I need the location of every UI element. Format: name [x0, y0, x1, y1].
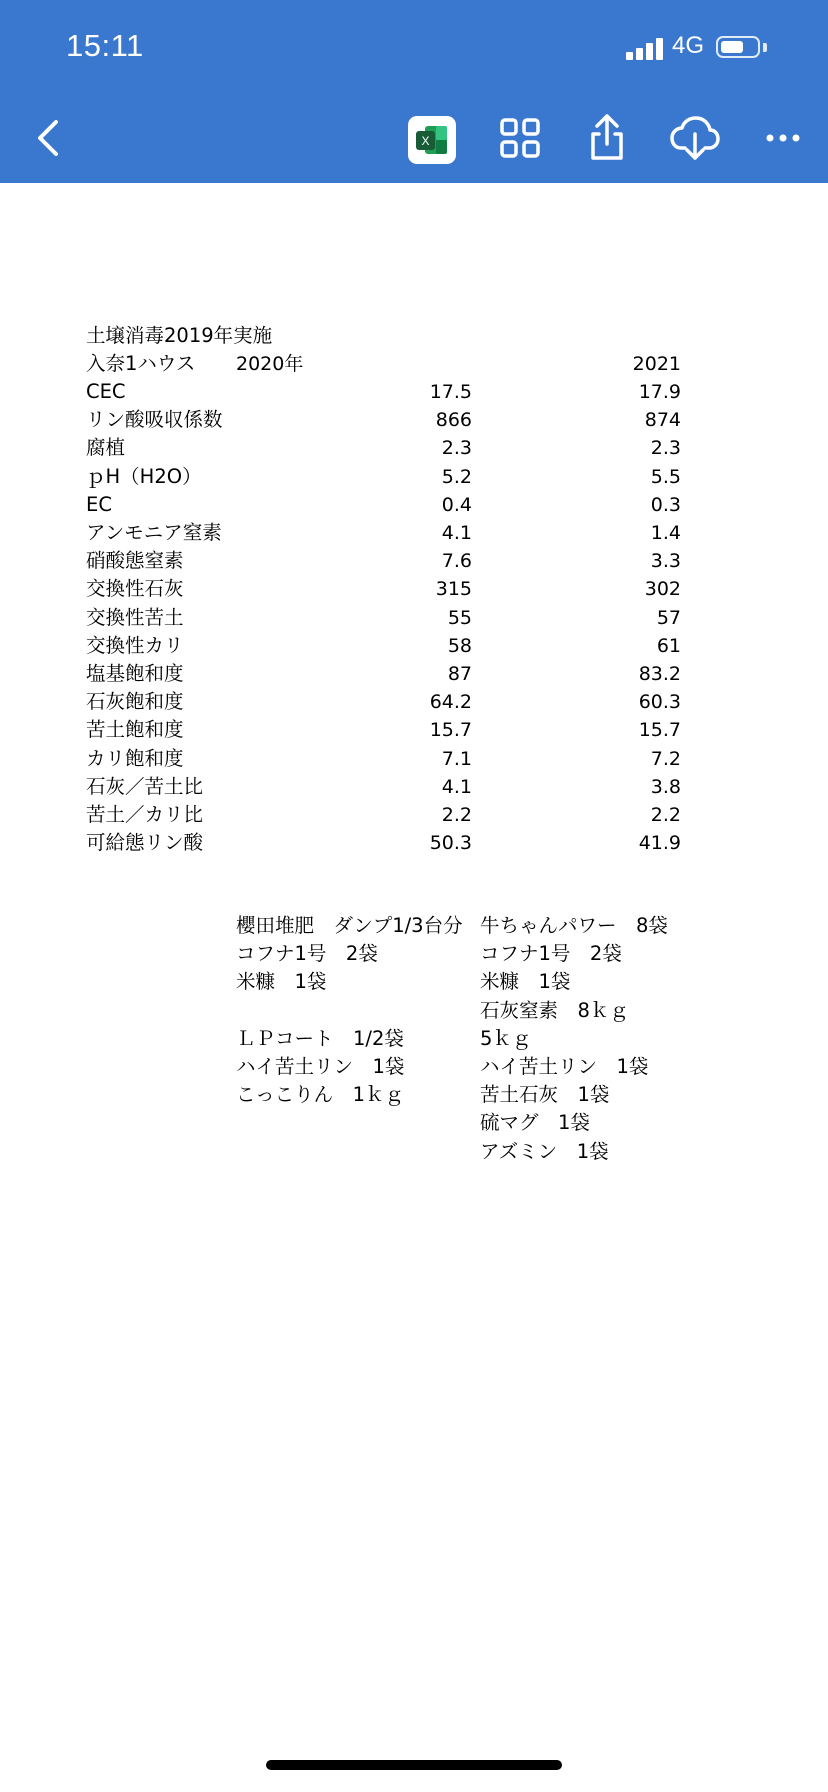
grid-button[interactable]	[492, 110, 548, 166]
value-2021: 302	[644, 578, 681, 600]
download-button[interactable]	[667, 110, 723, 166]
share-button[interactable]	[579, 110, 635, 166]
value-2021: 41.9	[638, 832, 681, 854]
network-type: 4G	[672, 32, 705, 59]
value-2020: 64.2	[429, 691, 472, 713]
input-2021-item: 牛ちゃんパワー 8袋	[480, 914, 668, 937]
input-2021-item: 5ｋｇ	[480, 1027, 532, 1050]
back-button[interactable]	[22, 110, 78, 166]
row-label: 交換性カリ	[86, 634, 184, 657]
value-2021: 15.7	[638, 719, 681, 741]
value-2021: 0.3	[650, 494, 681, 516]
input-2021-item: 硫マグ 1袋	[480, 1111, 590, 1134]
row-label: 交換性苦土	[86, 606, 184, 629]
value-2020: 2.2	[441, 804, 472, 826]
value-2020: 7.1	[441, 748, 472, 770]
status-time: 15:11	[66, 28, 144, 63]
value-2021: 57	[656, 607, 681, 629]
value-2021: 60.3	[638, 691, 681, 713]
input-2020-item: 櫻田堆肥 ダンプ1/3台分	[236, 914, 463, 937]
cloud-download-icon	[667, 110, 723, 166]
row-label: ｐH（H2O）	[86, 465, 202, 488]
value-2020: 0.4	[441, 494, 472, 516]
input-2021-item: 石灰窒素 8ｋｇ	[480, 999, 629, 1022]
year-2020-header: 2020年	[236, 353, 304, 375]
value-2020: 4.1	[441, 776, 472, 798]
value-2021: 1.4	[650, 522, 681, 544]
home-indicator[interactable]	[266, 1760, 562, 1770]
row-label: 苦土／カリ比	[86, 803, 204, 826]
input-2021-item: 苦土石灰 1袋	[480, 1083, 610, 1106]
excel-app-button[interactable]	[408, 116, 456, 164]
input-2021-item: コフナ1号 2袋	[480, 942, 622, 965]
battery-tip	[763, 43, 767, 52]
value-2021: 5.5	[650, 466, 681, 488]
grid-icon	[492, 110, 548, 166]
input-2020-item: ハイ苦土リン 1袋	[236, 1055, 405, 1078]
signal-icon	[626, 36, 666, 60]
row-label: 交換性石灰	[86, 577, 184, 600]
more-button[interactable]	[756, 110, 812, 166]
sheet-subtitle: 入奈1ハウス	[86, 352, 196, 375]
row-label: EC	[86, 493, 112, 516]
battery-icon	[716, 36, 760, 58]
input-2021-item: ハイ苦土リン 1袋	[480, 1055, 649, 1078]
row-label: アンモニア窒素	[86, 521, 222, 544]
value-2020: 866	[435, 409, 472, 431]
share-icon	[579, 110, 635, 166]
value-2020: 5.2	[441, 466, 472, 488]
input-2021-item: アズミン 1袋	[480, 1140, 609, 1163]
spreadsheet-view[interactable]	[0, 183, 828, 1792]
value-2020: 15.7	[429, 719, 472, 741]
input-2020-item: ＬＰコート 1/2袋	[236, 1027, 404, 1050]
excel-icon	[408, 116, 456, 164]
app-header	[0, 0, 828, 183]
value-2021: 3.8	[650, 776, 681, 798]
value-2020: 7.6	[441, 550, 472, 572]
row-label: 苦土飽和度	[86, 718, 184, 741]
input-2020-item: こっこりん 1ｋｇ	[236, 1083, 405, 1106]
row-label: CEC	[86, 380, 126, 403]
value-2021: 3.3	[650, 550, 681, 572]
value-2020: 87	[447, 663, 472, 685]
row-label: 腐植	[86, 436, 126, 459]
svg-text:X: X	[421, 134, 430, 148]
input-2021-item: 米糠 1袋	[480, 970, 571, 993]
row-label: 可給態リン酸	[86, 831, 204, 854]
sheet-title: 土壌消毒2019年実施	[86, 324, 273, 347]
value-2020: 2.3	[441, 437, 472, 459]
value-2020: 55	[447, 607, 472, 629]
input-2020-item: 米糠 1袋	[236, 970, 327, 993]
value-2021: 83.2	[638, 663, 681, 685]
value-2021: 874	[644, 409, 681, 431]
value-2021: 61	[656, 635, 681, 657]
row-label: カリ飽和度	[86, 747, 184, 770]
input-2020-item: コフナ1号 2袋	[236, 942, 378, 965]
value-2021: 17.9	[638, 381, 681, 403]
value-2020: 17.5	[429, 381, 472, 403]
chevron-left-icon	[22, 110, 78, 166]
year-2021-header: 2021	[632, 353, 681, 375]
row-label: 石灰／苦土比	[86, 775, 204, 798]
value-2021: 7.2	[650, 748, 681, 770]
row-label: 石灰飽和度	[86, 690, 184, 713]
value-2020: 58	[447, 635, 472, 657]
row-label: リン酸吸収係数	[86, 408, 223, 431]
more-icon	[756, 110, 812, 166]
value-2020: 315	[435, 578, 472, 600]
row-label: 塩基飽和度	[86, 662, 184, 685]
row-label: 硝酸態窒素	[86, 549, 184, 572]
value-2020: 4.1	[441, 522, 472, 544]
value-2021: 2.2	[650, 804, 681, 826]
value-2020: 50.3	[429, 832, 472, 854]
value-2021: 2.3	[650, 437, 681, 459]
